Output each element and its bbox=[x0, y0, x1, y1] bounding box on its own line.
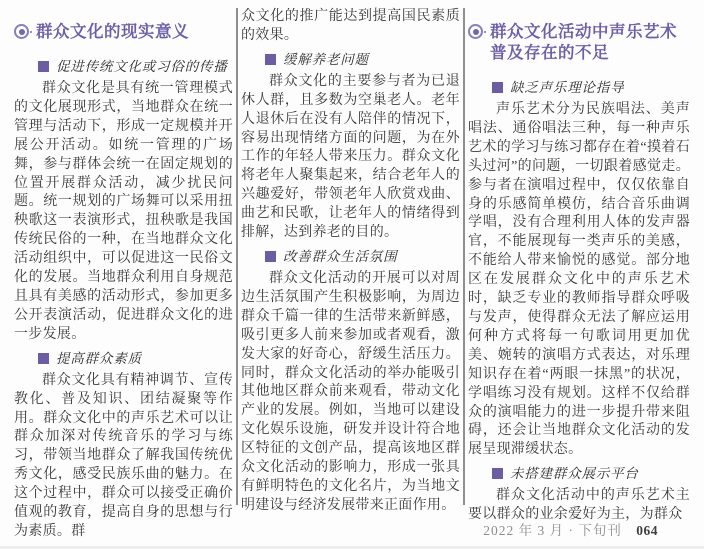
section-heading-text: 群众文化的现实意义 bbox=[36, 23, 189, 41]
section-bullet-icon bbox=[14, 24, 29, 39]
issue-date: 2022 年 3 月 · 下旬刊 bbox=[483, 523, 622, 538]
page-footer bbox=[483, 519, 658, 539]
subsection-heading-text: 改善群众生活氛围 bbox=[283, 248, 398, 264]
body-paragraph: 群众文化活动的开展可以对周边生活氛围产生积极影响，为周边群众千篇一律的生活带来新鲜感，吸引更多人前来参加或者观看，激发大家的好奇心，舒缓生活压力。同时，群众文化活动的举办能吸引其他地区群众前来观看，带动文化产业的发展。例如，当地可以建设文化娱乐设施，研发并设计符合地区特征的文创产品，提高该地区群众文化活动的影响力，形成一张具有鲜明特色的文化名片，为当地文明建设与经济发展带来正面作用。 bbox=[241, 270, 460, 513]
body-paragraph: 群众文化的主要参与者为已退休人群，且多数为空巢老人。老年人退休后在没有人陪伴的情况下，容易出现情绪方面的问题，为在外工作的年轻人带来压力。群众文化将老年人聚集起来，结合老年人的兴趣爱好，带领老年人欣赏戏曲、曲艺和民歌，让老年人的情绪得到排解，达到养老的目的。 bbox=[241, 73, 460, 241]
body-paragraph: 群众文化活动中的声乐艺术主要以群众的业余爱好为主，为群众 bbox=[468, 488, 690, 523]
subsection-heading bbox=[241, 247, 460, 266]
square-bullet-icon bbox=[265, 54, 276, 65]
subsection-heading-text: 缺乏声乐理论指导 bbox=[510, 80, 625, 95]
subsection-heading bbox=[468, 78, 690, 97]
three-column-layout bbox=[14, 0, 690, 542]
section-bullet-icon bbox=[468, 24, 483, 39]
square-bullet-icon bbox=[492, 468, 503, 479]
subsection-heading bbox=[241, 50, 460, 69]
text-column-3 bbox=[468, 0, 690, 525]
square-bullet-icon bbox=[265, 251, 276, 262]
square-bullet-icon bbox=[38, 353, 49, 364]
column-divider bbox=[236, 8, 238, 505]
column-divider bbox=[463, 8, 465, 505]
subsection-heading bbox=[468, 464, 690, 483]
body-paragraph: 群众文化具有精神调节、宣传教化、普及知识、团结凝聚等作用。群众文化中的声乐艺术可以让群众加深对传统音乐的学习与练习，带领当地群众了解我国传统优秀文化，感受民族乐曲的魅力。在这个过程中，群众可以接受正确价值观的教育，提高自身的思想与行为素质。群 bbox=[14, 372, 233, 539]
text-column-1 bbox=[14, 0, 233, 542]
subsection-heading-text: 促进传统文化或习俗的传播 bbox=[56, 59, 228, 74]
subsection-heading bbox=[14, 349, 233, 368]
body-paragraph-continued: 众文化的推广能达到提高国民素质的效果。 bbox=[241, 9, 460, 43]
square-bullet-icon bbox=[492, 82, 503, 93]
text-column-2 bbox=[241, 0, 460, 516]
body-paragraph: 群众文化是具有统一管理模式的文化展现形式，当地群众在统一管理与活动下，形成一定规模并开展公开活动。如统一管理的广场舞，参与群体会统一在固定规划的位置开展群众活动，减少扰民问题。统一规划的广场舞可以采用扭秧歌这一表演形式，扭秧歌是我国传统民俗的一种，在当地群众文化活动组织中，可以促进这一民俗文化的发展。当地群众利用自身规范且具有美感的活动形式，参加更多公开表演活动，促进群众文化的进一步发展。 bbox=[14, 81, 233, 342]
subsection-heading-text: 提高群众素质 bbox=[56, 350, 142, 366]
section-heading-1 bbox=[14, 22, 233, 43]
subsection-heading-text: 缓解养老问题 bbox=[283, 51, 369, 67]
subsection-heading bbox=[14, 57, 233, 76]
subsection-heading-text: 未搭建群众展示平台 bbox=[510, 466, 639, 482]
body-paragraph: 声乐艺术分为民族唱法、美声唱法、通俗唱法三种，每一种声乐艺术的学习与练习都存在着“摸着石头过河”的问题，一切跟着感觉走。参与者在演唱过程中，仅仅依靠自身的乐感简单模仿，结合音乐曲调学唱，没有合理利用人体的发声器官，不能展现每一类声乐的美感，不能给人带来愉悦的感觉。部分地区在发展群众文化中的声乐艺术时，缺乏专业的教师指导群众呼吸与发声，使得群众无法了解应运用何种方式将每一句歌词用更加优美、婉转的演唱方式表达，对乐理知识存在着“两眼一抹黑”的状况，学唱练习没有规划。这样不仅给群众的演唱能力的进一步提升带来阻碍，还会让当地群众文化活动的发展呈现滞缓状态。 bbox=[468, 102, 690, 458]
section-heading-text: 群众文化活动中声乐艺术普及存在的不足 bbox=[490, 23, 677, 62]
page-number: 064 bbox=[636, 523, 658, 538]
section-heading-2 bbox=[468, 22, 690, 64]
square-bullet-icon bbox=[38, 61, 49, 72]
